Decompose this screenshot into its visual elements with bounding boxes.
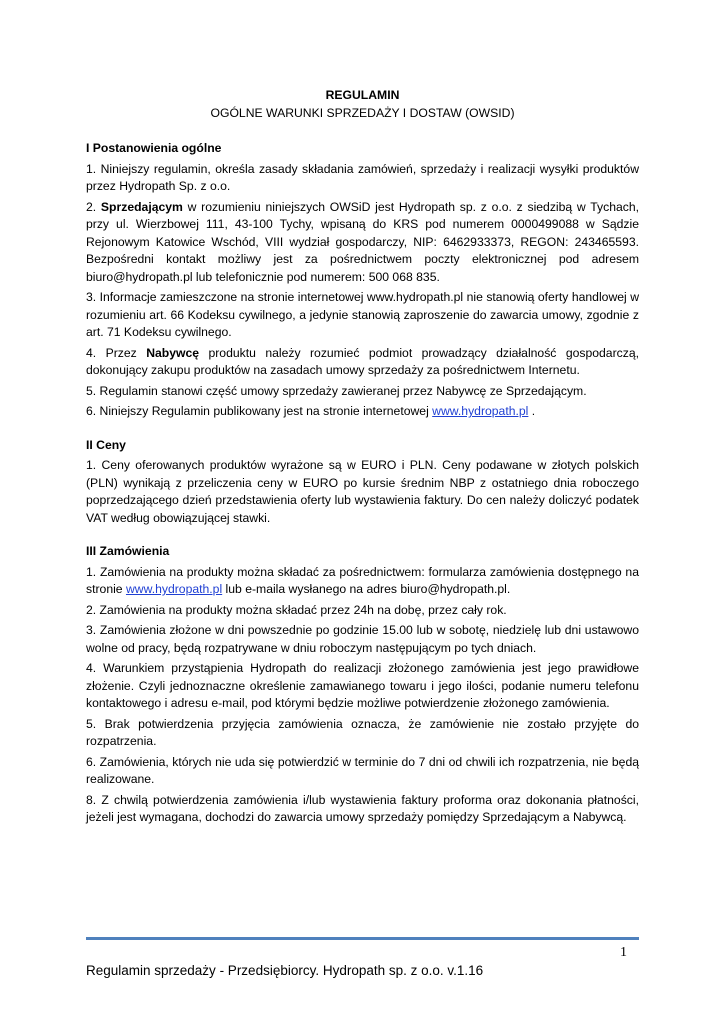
paragraph: 6. Niniejszy Regulamin publikowany jest na stronie internetowej www.hydropath.pl . [86,404,536,418]
website-link[interactable]: www.hydropath.pl [125,582,223,596]
paragraph: 5. Regulamin stanowi część umowy sprzedaży zawieranej przez Nabywcę ze Sprzedającym. [86,383,587,398]
section-heading-2: II Ceny [86,437,126,452]
paragraph: 1. Zamówienia na produkty można składać za pośrednictwem: formularza zamówienia dostępnego na stronie www.hydropath.pl lub e-maila wysłanego na adres biuro@hydropath.pl. [86,564,639,596]
website-link[interactable]: www.hydropath.pl [432,404,529,418]
section-heading-1: I Postanowienia ogólne [86,141,222,155]
document-title: REGULAMIN [325,88,400,102]
paragraph: 6. Zamówienia, których nie uda się potwierdzić w terminie do 7 dni od chwili ich rozpatrzenia, nie będą realizowane. [86,754,639,786]
page-number: 1 [620,945,627,960]
paragraph: 8. Z chwilą potwierdzenia zamówienia i/lub wystawienia faktury proforma oraz dokonania płatności, jeżeli jest wymagana, dochodzi do zawarcia umowy sprzedaży pomiędzy Sprzedającym a Nabywcą. [86,792,639,824]
section-heading-3: III Zamówienia [86,544,170,558]
footer-divider [86,937,639,940]
paragraph: 5. Brak potwierdzenia przyjęcia zamówienia oznacza, że zamówienie nie zostało przyjęte do rozpatrzenia. [86,716,639,748]
paragraph: 1. Ceny oferowanych produktów wyrażone są w EURO i PLN. Ceny podawane w złotych polskich (PLN) wynikają z przeliczenia ceny w EURO po kursie średnim NBP z ostatniego dnia roboczego poprzedzającego dzień przedstawienia oferty lub wystawienia faktury. Do cen należy doliczyć podatek VAT według obowiązującej stawki. [86,458,639,525]
term-seller: Sprzedającym [100,199,183,214]
paragraph: 3. Informacje zamieszczone na stronie internetowej www.hydropath.pl nie stanowią oferty handlowej w rozumieniu art. 66 Kodeksu cywilnego, a jedynie stanowią zaproszenie do zawarcia umowy, zgodnie z art. 71 Kodeksu cywilnego. [86,290,639,339]
paragraph: 3. Zamówienia złożone w dni powszednie po godzinie 15.00 lub w sobotę, niedzielę lub dni ustawowo wolne od pracy, będą rozpatrywane w dniu roboczym następującym po tych dniach. [86,623,639,655]
paragraph: 4. Przez Nabywcę produktu należy rozumieć podmiot prowadzący działalność gospodarczą, dokonujący zakupu produktów na zasadach umowy sprzedaży za pośrednictwem Internetu. [86,345,639,377]
paragraph: 4. Warunkiem przystąpienia Hydropath do realizacji złożonego zamówienia jest jego prawidłowe złożenie. Czyli jednoznaczne określenie zamawianego towaru i jego ilości, podanie numeru telefonu kontaktowego i adresu e-mail, pod którymi będzie możliwe potwierdzenie złożonego zamówienia. [86,661,639,710]
paragraph: 1. Niniejszy regulamin, określa zasady składania zamówień, sprzedaży i realizacji wysyłki produktów przez Hydropath Sp. z o.o. [86,161,639,193]
paragraph: 2. Sprzedającym w rozumieniu niniejszych OWSiD jest Hydropath sp. z o.o. z siedzibą w Tychach, przy ul. Wierzbowej 111, 43-100 Tychy, wpisaną do KRS pod numerem 0000499088 w Sądzie Rejonowym Katowice Wschód, VIII wydział gospodarczy, NIP: 6462933373, REGON: 243465593. Bezpośredni kontakt możliwy jest za pośrednictwem poczty elektronicznej pod adresem biuro@hydropath.pl lub telefonicznie pod numerem: 500 068 835. [86,199,640,284]
footer-text: Regulamin sprzedaży - Przedsiębiorcy. Hydropath sp. z o.o. v.1.16 [86,963,484,978]
term-buyer: Nabywcę [146,345,200,360]
document-body [86,87,639,830]
document-subtitle: OGÓLNE WARUNKI SPRZEDAŻY I DOSTAW (OWSID) [210,105,515,120]
paragraph: 2. Zamówienia na produkty można składać przez 24h na dobę, przez cały rok. [86,602,507,617]
